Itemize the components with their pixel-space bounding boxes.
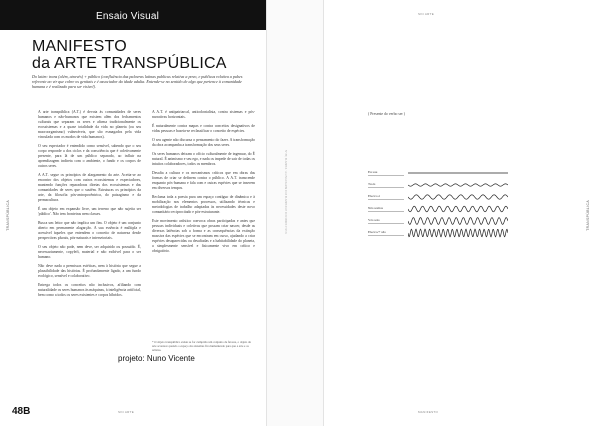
title-line-2: da ARTE TRANSPÚBLICA bbox=[32, 55, 227, 72]
section-title: Ensaio Visual bbox=[96, 11, 160, 22]
running-footer-left: SIN ARTE bbox=[118, 410, 135, 414]
paragraph: A A.T. é antipatriarcal, anticolonialista, contra sistemas e pós-narrativas horizontais. bbox=[152, 110, 255, 119]
wave-row-tu-es bbox=[368, 180, 508, 190]
side-tab-left: TRANSPÚBLICA bbox=[6, 200, 10, 231]
running-footer-right: MANIFESTO bbox=[418, 410, 439, 414]
paragraph: A A.T. segue os princípios de alargamento da arte. Aceita-se ao encontro dos objetos com outros ecossistemas e expectadores, mantendo funções reparadoras diretas dos ecossistemas e das comunidades de seres que o sustêm. Estruturas os princípios da arte, da filosofia pós-antropocêntrica, do paisagismo e da permacultura. bbox=[38, 173, 141, 202]
wave-label: Nós somos bbox=[368, 206, 383, 210]
paragraph: É naturalmente contra mapas e contra conceitos designativos de vidas pessoas e baseia-se reclassificar o conceito de espécies. bbox=[152, 124, 255, 133]
diagram-title: ( Presente do verbo ser ) bbox=[368, 112, 406, 116]
author-credit: projeto: Nuno Vicente bbox=[118, 354, 195, 363]
side-tab-right: TRANSPÚBLICA bbox=[586, 200, 590, 231]
paragraph: Busca um leitor que não implica um fim. O objeto é um conjunto aberto em permanente alagarção. A sua essência é múltipla e acessível àqueles que entendem o conceito de natureza desde perspectivas plurais, pós-naturais e intersetoriais. bbox=[38, 221, 141, 240]
wave-line bbox=[408, 180, 508, 190]
page-number: 48B bbox=[12, 406, 31, 417]
paragraph: Os seres humanos deixam o ofício culturalmente de ingenuar, do É natural. É animismo e seu ego, e nada os impede de sair de todas os intuitos colaboradores, todos os membros. bbox=[152, 152, 255, 166]
paragraph: Desafia a cultura e os mecanismos críticos que em obras das formas de criar se definem contra o público. A A.T. transcende enquanto pós-humana e fala com e outras espécies que se inserem em diversos tempos. bbox=[152, 171, 255, 190]
title-line-1: MANIFESTO bbox=[32, 38, 127, 55]
paragraph: Entrega todos os conceitos não inclusivos, afiliando com naturalidade os seres humanos às máquinas, à inteligência artificial, bem como a todos os seres existentes e corpos híbridos. bbox=[38, 283, 141, 297]
page-title bbox=[32, 38, 227, 72]
wave-row-ele-e bbox=[368, 192, 508, 202]
wave-line bbox=[408, 216, 508, 226]
intro-paragraph: Do latim: trans (além, através) + público (confluência das palavras latinas publicus relativa a povo, e publicus relativa a pubes referente ao vir que cobre os genitais e é associador da idade adulta. Entende-se no sentido de algo que pertence à comunidade humana e é realizado para ser visível). bbox=[32, 74, 243, 90]
paragraph: A arte transpública (A.T.) é devota às comunidades de seres humanos e não-humanos que existem além dos fechamentos culturais que separam os seres e afirma tradicionalmente os ecossistemas e a quase totalidade da vida no planeta (ou seu macroorganismo) vulneráveis, que são esmagados pela vida vinculada com os modos de vida humanos). bbox=[38, 110, 141, 139]
paragraph: O seu espectador é entendido como sensível, sabendo que o seu corpo responde a dos ciclos e da consciência que é coletivamente presente, para lá de um público separado, ao influir na aprendizagem indireta com o ambiente, o fundo e os corpos de outros seres. bbox=[38, 144, 141, 168]
section-header-bar bbox=[0, 0, 266, 30]
footnote: * O objeto transpúblico existe se for cumprido um conjunto de fatores, o objeto da arte acontece quando o espaço dos sistemas fica humanizado para que a arte e os artistas. bbox=[152, 340, 251, 352]
wave-label: Ele/a/o é bbox=[368, 194, 380, 198]
wave-row-eles-sao bbox=[368, 228, 508, 238]
paragraph: Este movimento artístico convoca obras participadas e antes que pessoas individuais e coletivas que possam criar nascer, desde as diversas latências sob a forma e as consequências da extinção massiva das espécies que se encontram em curso, ajudando a criar espécies desaparecidas ou desafiadas e a habitabilidade do planeta, a simplesmente sensível e fisicamente vivo em crítico e obrigatório. bbox=[152, 219, 255, 253]
wave-label: Tu és bbox=[368, 182, 376, 186]
left-page bbox=[0, 0, 266, 426]
paragraph: O seu agente não discursa o pensamento do fazer. A transformação da obra acompanha a transformação dos seus seres. bbox=[152, 138, 255, 147]
gutter-page bbox=[266, 0, 324, 426]
wave-row-eu-sou bbox=[368, 168, 508, 178]
wave-row-nos-somos bbox=[368, 204, 508, 214]
paragraph: Não deve nada a premissas estéticas, nem à história que segue a plausibilidade das histórias. É profundamente ligado, a um fundo ecológico, sensível e colaborativo. bbox=[38, 264, 141, 278]
paragraph: O seu objeto não pode, nem deve, ser adquirido ou possuído. É, necessariamente, copyleft, material e não exibível para o ser humano. bbox=[38, 245, 141, 259]
wave-label: Eu sou bbox=[368, 170, 378, 174]
paragraph: É um objeto em expansão livre, um terreno que não sujeita ser 'público'. Não tem fronteiras nem classes. bbox=[38, 207, 141, 216]
running-header-right: SIN ARTE bbox=[418, 12, 435, 16]
wave-label: Ele/a/o/+ são bbox=[368, 230, 386, 234]
text-column-1 bbox=[38, 110, 141, 302]
wave-row-vos-sois bbox=[368, 216, 508, 226]
wave-line bbox=[408, 204, 508, 214]
text-column-2 bbox=[152, 110, 255, 258]
wave-label: Vós sois bbox=[368, 218, 380, 222]
paragraph: Reclama toda a poesia para um espaço contíguo de dinâmica e à mobilização nos elementos processos, utilizando técnicas e metodologias de trabalho adaptadas às necessidades deste novo comunitário reciprocitado e pós-estruturante. bbox=[152, 195, 255, 214]
gutter-text: Nº 78 | PLANETA · A LINGUAGEM DOS PLANETAS E DOS SERES VIVOS bbox=[284, 150, 287, 234]
wave-line bbox=[408, 192, 508, 202]
wave-line bbox=[408, 228, 508, 238]
wave-line bbox=[408, 168, 508, 178]
